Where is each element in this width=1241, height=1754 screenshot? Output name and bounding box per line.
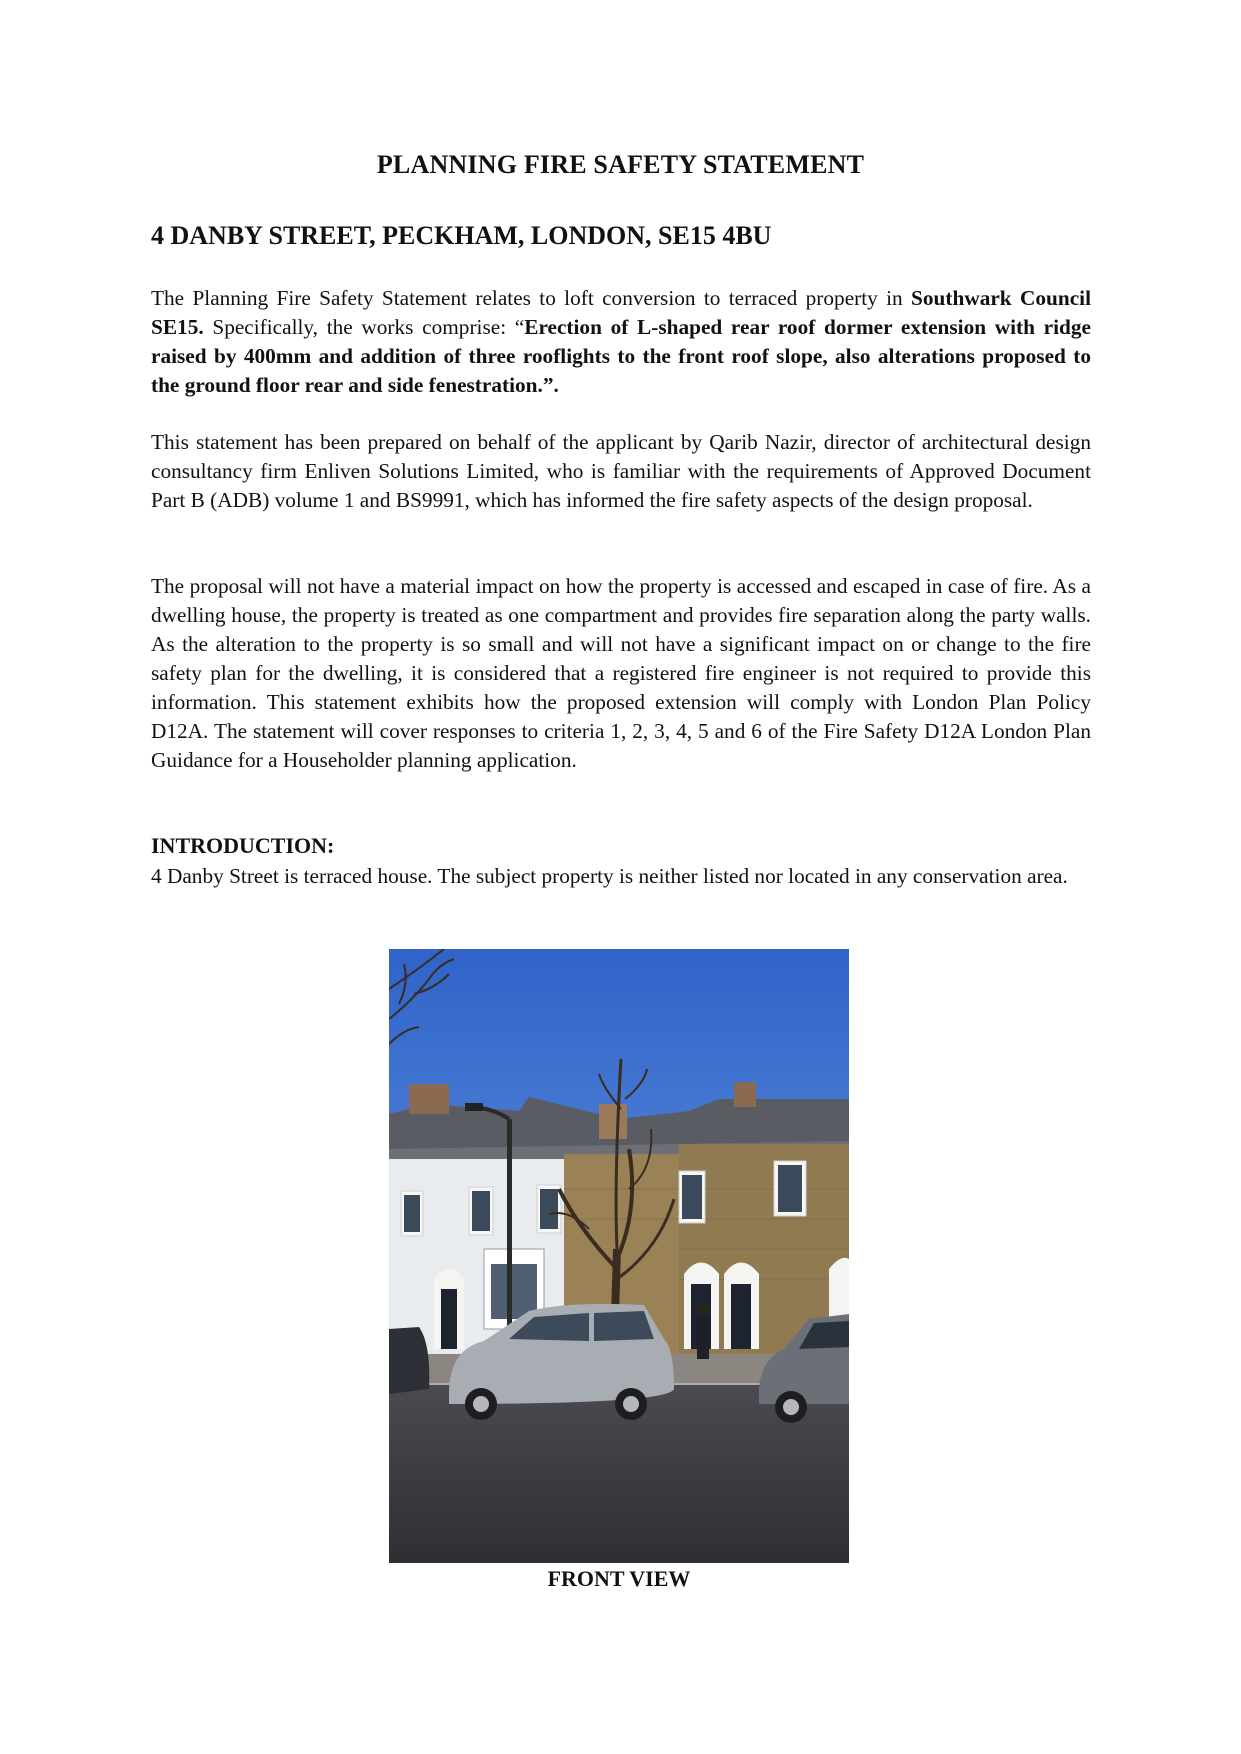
impact-paragraph: The proposal will not have a material impact on how the property is accessed and escaped in case of fire. As a dwelling house, the property is treated as one compartment and provides fire separation along the party walls. As the alteration to the property is so small and will not have a significant impact on or change to the fire safety plan for the dwelling, it is considered that a registered fire engineer is not required to provide this information. This statement exhibits how the proposed extension will comply with London Plan Policy D12A. The statement will cover responses to criteria 1, 2, 3, 4, 5 and 6 of the Fire Safety D12A London Plan Guidance for a Householder planning application.	[151, 574, 1091, 772]
scope-works: Erection of L-shaped rear roof dormer extension with ridge raised by 400mm and addition of three rooflights to the front roof slope, also alterations proposed to the ground floor rear and side fenestration.”.	[151, 315, 1091, 397]
front-view-photo	[389, 949, 849, 1563]
property-address: 4 DANBY STREET, PECKHAM, LONDON, SE15 4BU	[151, 221, 772, 250]
photo-caption: FRONT VIEW	[547, 1566, 691, 1591]
scope-paragraph	[151, 284, 1091, 400]
introduction-text: 4 Danby Street is terraced house. The subject property is neither listed nor located in any conservation area.	[151, 864, 1068, 888]
document-title: PLANNING FIRE SAFETY STATEMENT	[376, 150, 865, 179]
introduction-heading: INTRODUCTION:	[151, 833, 335, 858]
scope-council: Southwark Council SE15.	[151, 286, 1091, 339]
scope-text-2: Specifically, the works comprise: “	[203, 315, 525, 339]
scope-text-1: The Planning Fire Safety Statement relates to loft conversion to terraced property in	[151, 286, 912, 310]
author-paragraph: This statement has been prepared on behalf of the applicant by Qarib Nazir, director of architectural design consultancy firm Enliven Solutions Limited, who is familiar with the requirements of Approved Document Part B (ADB) volume 1 and BS9991, which has informed the fire safety aspects of the design proposal.	[151, 430, 1091, 512]
